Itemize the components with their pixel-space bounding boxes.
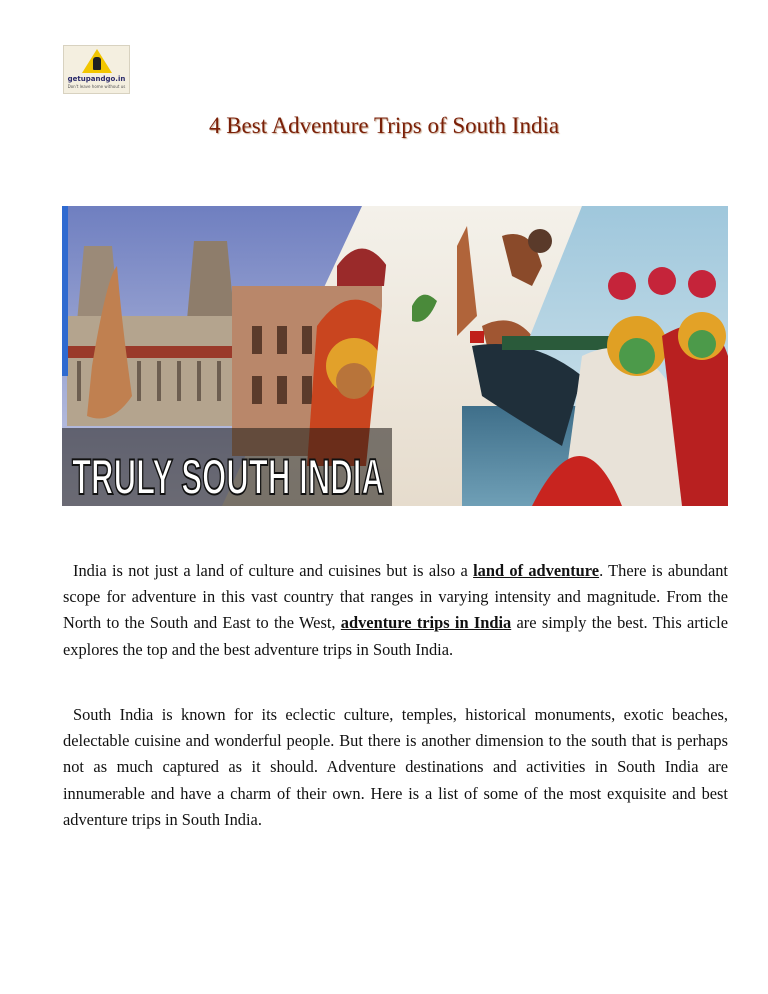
site-logo[interactable] <box>63 45 130 94</box>
logo-tagline: Don't leave home without us <box>67 84 126 89</box>
intro-text-3: are simply the best. This article explores the top and the best adventure trips in South India. <box>63 613 728 659</box>
article-title: 4 Best Adventure Trips of South India <box>208 113 560 138</box>
banner-image <box>62 206 728 506</box>
banner-caption: TRULY SOUTH INDIA <box>72 449 384 505</box>
intro-paragraph <box>63 558 728 663</box>
body-text: South India is known for its eclectic culture, temples, historical monuments, exotic beaches, delectable cuisine and wonderful people. But there is another dimension to the south that is perhaps not as much captured as it should. Adventure destinations and activities in South India are innumerable and have a charm of their own. Here is a list of some of the most exquisite and best adventure trips in South India. <box>63 705 728 829</box>
banner-illustration <box>62 206 728 506</box>
intro-text-1: India is not just a land of culture and cuisines but is also a <box>73 561 474 580</box>
link-adventure-trips-in-india[interactable]: adventure trips in India <box>340 613 512 633</box>
link-land-of-adventure[interactable]: land of adventure <box>473 561 600 580</box>
logo-text: getupandgo.in <box>67 75 126 83</box>
logo-hiker-icon <box>93 57 101 70</box>
body-paragraph <box>63 702 728 833</box>
intro-text-2: . There is abundant scope for adventure in this vast country that ranges in varying intensity and magnitude. From the North to the South and East to the West, <box>63 561 728 633</box>
